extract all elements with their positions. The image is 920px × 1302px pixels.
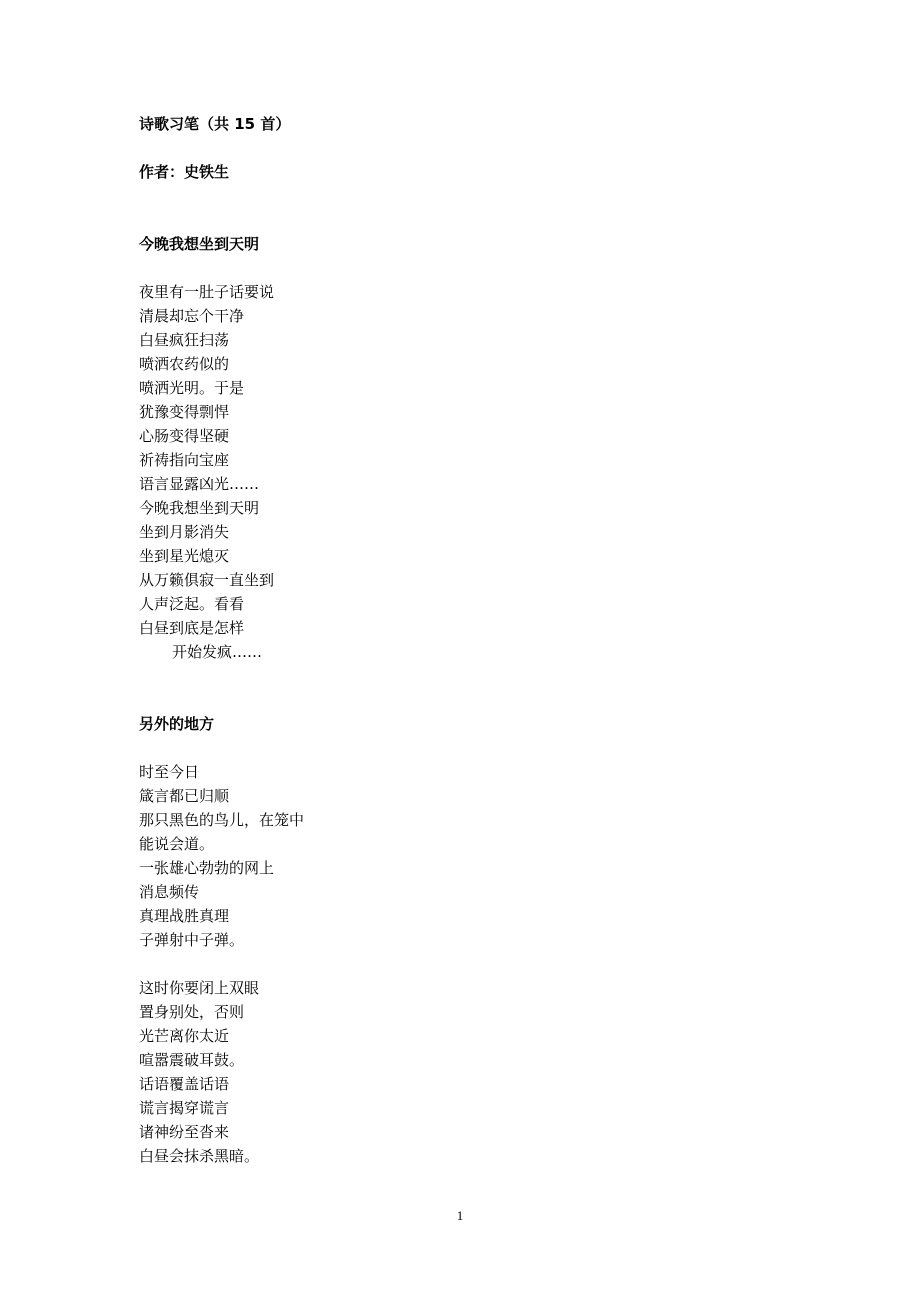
- poem-line: 坐到星光熄灭: [139, 547, 230, 565]
- poem-line: 白昼会抹杀黑暗。: [139, 1147, 260, 1165]
- page-number: 1: [456, 1208, 464, 1223]
- poem-line: 白昼到底是怎样: [139, 619, 245, 637]
- poem-line: 子弹射中子弹。: [139, 931, 245, 949]
- poem-line: 消息频传: [139, 883, 200, 901]
- poem-line: 时至今日: [139, 763, 200, 781]
- document-author: 作者：史铁生: [139, 163, 230, 181]
- poem-line: 白昼疯狂扫荡: [139, 331, 230, 349]
- poem-title: 另外的地方: [139, 715, 215, 733]
- poem-line: 一张雄心勃勃的网上: [139, 859, 275, 877]
- poem-stanza: [139, 280, 779, 664]
- poem-title: 今晚我想坐到天明: [139, 235, 260, 253]
- poem-line: 语言显露凶光……: [139, 475, 260, 493]
- poem-line: 这时你要闭上双眼: [139, 979, 260, 997]
- document-title: 诗歌习笔（共 15 首）: [139, 115, 291, 133]
- poem-stanza: [139, 976, 779, 1168]
- poem-line: 话语覆盖话语: [139, 1075, 230, 1093]
- poem-line: 诸神纷至沓来: [139, 1123, 230, 1141]
- poem-line: 犹豫变得剽悍: [139, 403, 230, 421]
- poem-line: 喷洒光明。于是: [139, 379, 245, 397]
- poem-line: 今晚我想坐到天明: [139, 499, 260, 517]
- poem-2: [139, 712, 779, 1168]
- poem-line: 清晨却忘个干净: [139, 307, 245, 325]
- poem-line: 光芒离你太近: [139, 1027, 230, 1045]
- poem-line: 喧嚣震破耳鼓。: [139, 1051, 245, 1069]
- poem-line: 喷洒农药似的: [139, 355, 230, 373]
- poem-line: 从万籁俱寂一直坐到: [139, 571, 275, 589]
- poem-line-indented: 开始发疯……: [172, 643, 263, 661]
- poem-1: [139, 232, 779, 664]
- poem-line: 箴言都已归顺: [139, 787, 230, 805]
- poem-line: 能说会道。: [139, 835, 215, 853]
- poem-line: 真理战胜真理: [139, 907, 230, 925]
- poem-line: 人声泛起。看看: [139, 595, 245, 613]
- poem-stanza: [139, 760, 779, 952]
- poem-line: 那只黑色的鸟儿，在笼中: [139, 811, 305, 829]
- poem-line: 心肠变得坚硬: [139, 427, 230, 445]
- poem-line: 祈祷指向宝座: [139, 451, 230, 469]
- poem-line: 坐到月影消失: [139, 523, 230, 541]
- page-content: [139, 112, 779, 1168]
- poem-line: 置身别处，否则: [139, 1003, 245, 1021]
- poem-line: 夜里有一肚子话要说: [139, 283, 275, 301]
- poem-line: 谎言揭穿谎言: [139, 1099, 230, 1117]
